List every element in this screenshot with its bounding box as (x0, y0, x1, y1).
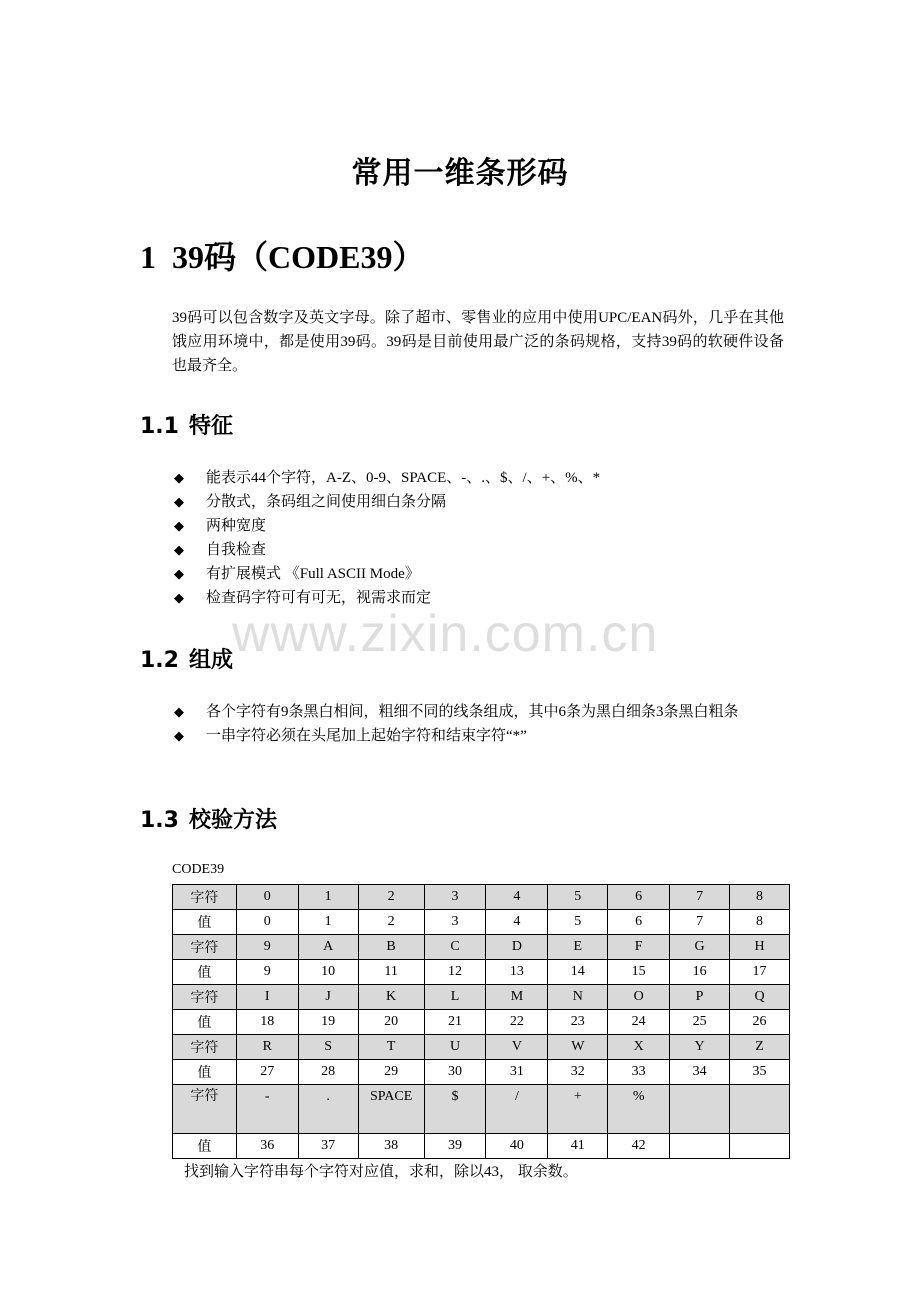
list-item: ◆ 检查码字符可有可无，视需求而定 (172, 586, 784, 610)
table-cell-char: Q (730, 985, 790, 1010)
list-item: ◆ 能表示44个字符，A-Z、0-9、SPACE、-、.、$、/、+、%、* (172, 466, 784, 490)
subsection-title: 特征 (188, 414, 233, 439)
table-cell-value: 33 (608, 1060, 670, 1085)
table-cell-value: 15 (608, 960, 670, 985)
row-label-value: 值 (173, 1010, 237, 1035)
table-cell-char: V (486, 1035, 548, 1060)
list-item: ◆ 有扩展模式 《Full ASCII Mode》 (172, 562, 784, 586)
table-row-values (173, 960, 790, 985)
table-cell-char: X (608, 1035, 670, 1060)
code39-value-table (172, 884, 790, 1159)
table-cell-value: 6 (608, 910, 670, 935)
section-number: 1 (140, 239, 156, 275)
table-cell-char: N (548, 985, 608, 1010)
row-label-char: 字符 (173, 985, 237, 1010)
list-item: ◆ 两种宽度 (172, 514, 784, 538)
document-title: 常用一维条形码 (351, 156, 569, 191)
table-cell-value: 18 (236, 1010, 298, 1035)
table-cell-char: Z (730, 1035, 790, 1060)
table-cell-char: Y (670, 1035, 730, 1060)
table-cell-char: 1 (298, 885, 358, 910)
table-cell-char: I (236, 985, 298, 1010)
table-cell-char: 7 (670, 885, 730, 910)
list-item: ◆ 分散式，条码组之间使用细白条分隔 (172, 490, 784, 514)
row-label-char: 字符 (173, 935, 237, 960)
table-cell-char: 2 (358, 885, 424, 910)
table-cell-char: A (298, 935, 358, 960)
table-cell-value: 40 (486, 1134, 548, 1159)
diamond-icon: ◆ (174, 542, 184, 557)
table-cell-value: 16 (670, 960, 730, 985)
list-item: ◆ 自我检查 (172, 538, 784, 562)
table-cell-char: W (548, 1035, 608, 1060)
table-row-characters (173, 1035, 790, 1060)
table-cell-value: 17 (730, 960, 790, 985)
row-label-char: 字符 (173, 1085, 237, 1134)
row-label-value: 值 (173, 910, 237, 935)
table-cell-char: B (358, 935, 424, 960)
subsection-number: 1.1 (140, 414, 179, 439)
table-cell-value: 39 (424, 1134, 486, 1159)
table-cell-value: 20 (358, 1010, 424, 1035)
table-cell-value: 35 (730, 1060, 790, 1085)
table-cell-value: 27 (236, 1060, 298, 1085)
table-cell-value: 12 (424, 960, 486, 985)
table-cell-char: 4 (486, 885, 548, 910)
diamond-icon: ◆ (174, 728, 184, 743)
table-row-characters (173, 885, 790, 910)
diamond-icon: ◆ (174, 590, 184, 605)
table-cell-value: 10 (298, 960, 358, 985)
row-label-char: 字符 (173, 1035, 237, 1060)
table-cell-char: M (486, 985, 548, 1010)
table-cell-value: 8 (730, 910, 790, 935)
table-cell-value: 5 (548, 910, 608, 935)
subsection-number: 1.3 (140, 808, 179, 833)
table-cell-value (730, 1134, 790, 1159)
table-cell-value: 2 (358, 910, 424, 935)
table-cell-char: L (424, 985, 486, 1010)
table-row-characters (173, 985, 790, 1010)
diamond-icon: ◆ (174, 704, 184, 719)
list-item: ◆ 一串字符必须在头尾加上起始字符和结束字符“*” (172, 724, 784, 748)
table-cell-value: 29 (358, 1060, 424, 1085)
table-row-characters (173, 1085, 790, 1134)
row-label-char: 字符 (173, 885, 237, 910)
table-cell-char: P (670, 985, 730, 1010)
subsection-number: 1.2 (140, 648, 179, 673)
table-cell-value: 31 (486, 1060, 548, 1085)
table-row-values (173, 910, 790, 935)
table-cell-char: $ (424, 1085, 486, 1134)
table-cell-value: 26 (730, 1010, 790, 1035)
table-cell-value: 7 (670, 910, 730, 935)
intro-paragraph: 39码可以包含数字及英文字母。除了超市、零售业的应用中使用UPC/EAN码外，几乎在其他饿应用环境中，都是使用39码。39码是目前使用最广泛的条码规格，支持39码的软硬件设备也最齐全。 (172, 310, 784, 374)
subsection-title: 组成 (188, 648, 233, 673)
table-cell-value: 1 (298, 910, 358, 935)
table-cell-char: U (424, 1035, 486, 1060)
table-row-values (173, 1010, 790, 1035)
features-list (172, 466, 784, 610)
check-method-note: 找到输入字符串每个字符对应值，求和，除以43， 取余数。 (184, 1164, 578, 1180)
table-cell-char: K (358, 985, 424, 1010)
table-cell-value: 22 (486, 1010, 548, 1035)
table-cell-char: . (298, 1085, 358, 1134)
table-cell-char: C (424, 935, 486, 960)
subsection-heading-composition (140, 643, 233, 674)
table-cell-char: J (298, 985, 358, 1010)
table-cell-char: / (486, 1085, 548, 1134)
table-cell-value: 42 (608, 1134, 670, 1159)
diamond-icon: ◆ (174, 494, 184, 509)
table-cell-value: 9 (236, 960, 298, 985)
section-title: 39码（CODE39） (172, 239, 425, 275)
table-cell-value: 30 (424, 1060, 486, 1085)
table-cell-value: 28 (298, 1060, 358, 1085)
table-cell-char: - (236, 1085, 298, 1134)
diamond-icon: ◆ (174, 470, 184, 485)
table-cell-char: 9 (236, 935, 298, 960)
table-cell-char: R (236, 1035, 298, 1060)
table-cell-char: H (730, 935, 790, 960)
table-cell-char: 3 (424, 885, 486, 910)
subsection-heading-check-method (140, 803, 277, 834)
table-cell-char: 6 (608, 885, 670, 910)
composition-list (172, 700, 784, 748)
table-cell-char: G (670, 935, 730, 960)
table-cell-value: 19 (298, 1010, 358, 1035)
watermark: www.zixin.com.cn (232, 605, 659, 663)
table-cell-char: D (486, 935, 548, 960)
subsection-title: 校验方法 (188, 808, 277, 833)
table-cell-value: 32 (548, 1060, 608, 1085)
table-cell-char: S (298, 1035, 358, 1060)
table-cell-value: 14 (548, 960, 608, 985)
section-heading-code39 (140, 232, 424, 278)
table-cell-value: 37 (298, 1134, 358, 1159)
table-row-values (173, 1134, 790, 1159)
table-cell-value: 24 (608, 1010, 670, 1035)
table-cell-char: O (608, 985, 670, 1010)
table-cell-char: 0 (236, 885, 298, 910)
table-cell-value: 21 (424, 1010, 486, 1035)
table-cell-value: 13 (486, 960, 548, 985)
table-cell-char: 8 (730, 885, 790, 910)
table-cell-value: 38 (358, 1134, 424, 1159)
table-cell-value: 25 (670, 1010, 730, 1035)
table-row-characters (173, 935, 790, 960)
list-item: ◆ 各个字符有9条黑白相间，粗细不同的线条组成，其中6条为黑白细条3条黑白粗条 (172, 700, 784, 724)
table-cell-value: 41 (548, 1134, 608, 1159)
table-cell-char (730, 1085, 790, 1134)
table-cell-char: + (548, 1085, 608, 1134)
table-cell-value (670, 1134, 730, 1159)
table-cell-char: T (358, 1035, 424, 1060)
row-label-value: 值 (173, 1060, 237, 1085)
table-cell-value: 23 (548, 1010, 608, 1035)
table-cell-char: 5 (548, 885, 608, 910)
table-cell-char (670, 1085, 730, 1134)
diamond-icon: ◆ (174, 566, 184, 581)
subsection-heading-features (140, 409, 233, 440)
table-cell-value: 36 (236, 1134, 298, 1159)
table-cell-value: 11 (358, 960, 424, 985)
table-cell-char: SPACE (358, 1085, 424, 1134)
table-cell-value: 4 (486, 910, 548, 935)
row-label-value: 值 (173, 1134, 237, 1159)
table-cell-value: 3 (424, 910, 486, 935)
table-cell-char: F (608, 935, 670, 960)
row-label-value: 值 (173, 960, 237, 985)
table-row-values (173, 1060, 790, 1085)
table-cell-char: E (548, 935, 608, 960)
diamond-icon: ◆ (174, 518, 184, 533)
table-cell-char: % (608, 1085, 670, 1134)
table-cell-value: 0 (236, 910, 298, 935)
table-cell-value: 34 (670, 1060, 730, 1085)
table-caption: CODE39 (172, 862, 225, 877)
